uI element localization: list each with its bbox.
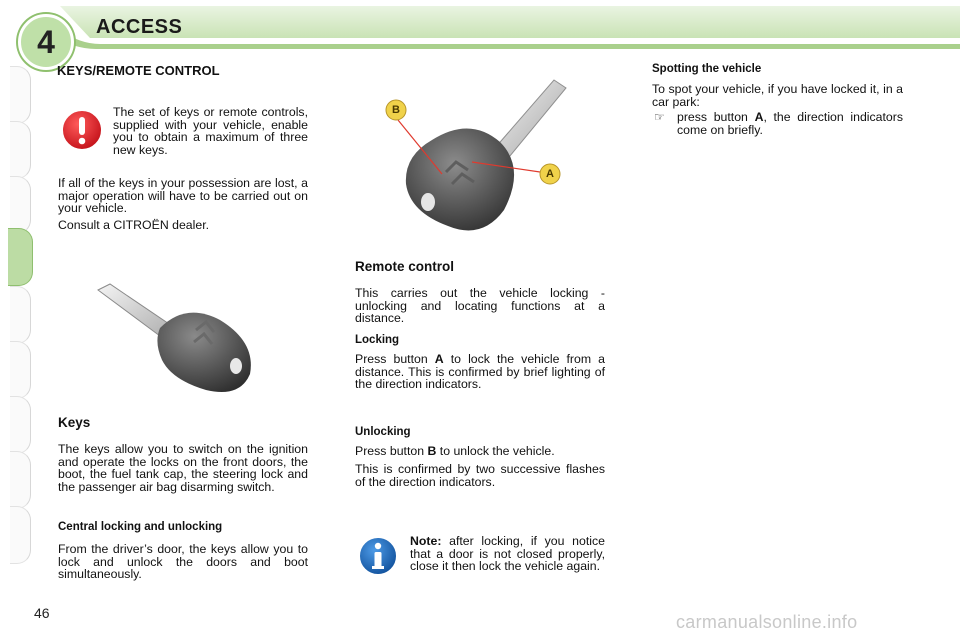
section-title: KEYS/REMOTE CONTROL <box>57 63 220 78</box>
locking-post: to lock the vehicle from a distance. This is confirmed by brief lighting of the direction indicators. <box>355 352 606 392</box>
spotting-title: Spotting the vehicle <box>652 63 762 75</box>
bullet-post: , the direction indicators come on briefly. <box>677 110 903 137</box>
consult-text: Consult a CITROËN dealer. <box>58 218 210 232</box>
page-number: 46 <box>34 605 50 621</box>
chapter-tab[interactable] <box>10 451 31 509</box>
unlocking-title: Unlocking <box>355 426 411 438</box>
remote-control-title: Remote control <box>355 259 455 274</box>
spotting-text: To spot your vehicle, if you have locked it, in a car park: <box>652 82 903 109</box>
chapter-tab[interactable] <box>10 121 31 179</box>
remote-key-illustration <box>376 76 576 246</box>
note-text <box>410 535 605 573</box>
chapter-title: ACCESS <box>96 16 183 38</box>
chapter-tab[interactable] <box>10 286 31 344</box>
unlocking-post: to unlock the vehicle. <box>439 444 555 458</box>
chapter-tab[interactable] <box>10 396 31 454</box>
lost-keys-text: If all of the keys in your possession are lost, a major operation will have to be carried out on your vehicle. <box>58 176 308 216</box>
chapter-tab[interactable] <box>10 176 31 234</box>
central-locking-title: Central locking and unlocking <box>58 521 223 533</box>
button-b-label: B <box>392 104 400 116</box>
unlocking-button-ref: B <box>427 444 437 458</box>
locking-button-ref: A <box>434 352 444 366</box>
warning-text: The set of keys or remote controls, supplied with your vehicle, enable you to obtain a maximum of three new keys. <box>113 105 308 157</box>
spotting-bullet <box>677 111 903 136</box>
chapter-tab[interactable] <box>10 66 31 124</box>
keys-title: Keys <box>58 415 91 430</box>
locking-text <box>355 353 605 391</box>
info-icon <box>357 535 399 577</box>
bullet-pre: press button <box>677 110 748 124</box>
chapter-tab[interactable] <box>10 341 31 399</box>
central-locking-text: From the driver’s door, the keys allow you to lock and unlock the doors and boot simultaneously. <box>58 542 308 582</box>
key-illustration <box>90 280 260 400</box>
watermark: carmanualsonline.info <box>676 612 858 632</box>
chapter-tab[interactable] <box>10 506 31 564</box>
locking-pre: Press button <box>355 352 428 366</box>
button-a-label: A <box>546 168 554 180</box>
unlocking-pre: Press button <box>355 444 425 458</box>
note-body: after locking, if you notice that a door is not closed properly, close it then lock the vehicle again. <box>410 534 605 574</box>
keys-text: The keys allow you to switch on the ignition and operate the locks on the front doors, the boot, the fuel tank cap, the steering lock and the passenger air bag disarming switch. <box>58 442 308 494</box>
exclamation-icon <box>60 108 104 152</box>
bullet-button-ref: A <box>754 110 764 124</box>
note-label: Note: <box>410 534 442 548</box>
chapter-tab-active[interactable] <box>8 228 33 286</box>
pointing-hand-icon: ☞ <box>654 110 665 124</box>
remote-control-text: This carries out the vehicle locking - unlocking and locating functions at a distance. <box>355 286 605 326</box>
locking-title: Locking <box>355 334 400 346</box>
unlocking-text <box>355 445 605 458</box>
confirm-text: This is confirmed by two successive flashes of the direction indicators. <box>355 462 605 489</box>
chapter-number-badge: 4 <box>18 14 74 70</box>
